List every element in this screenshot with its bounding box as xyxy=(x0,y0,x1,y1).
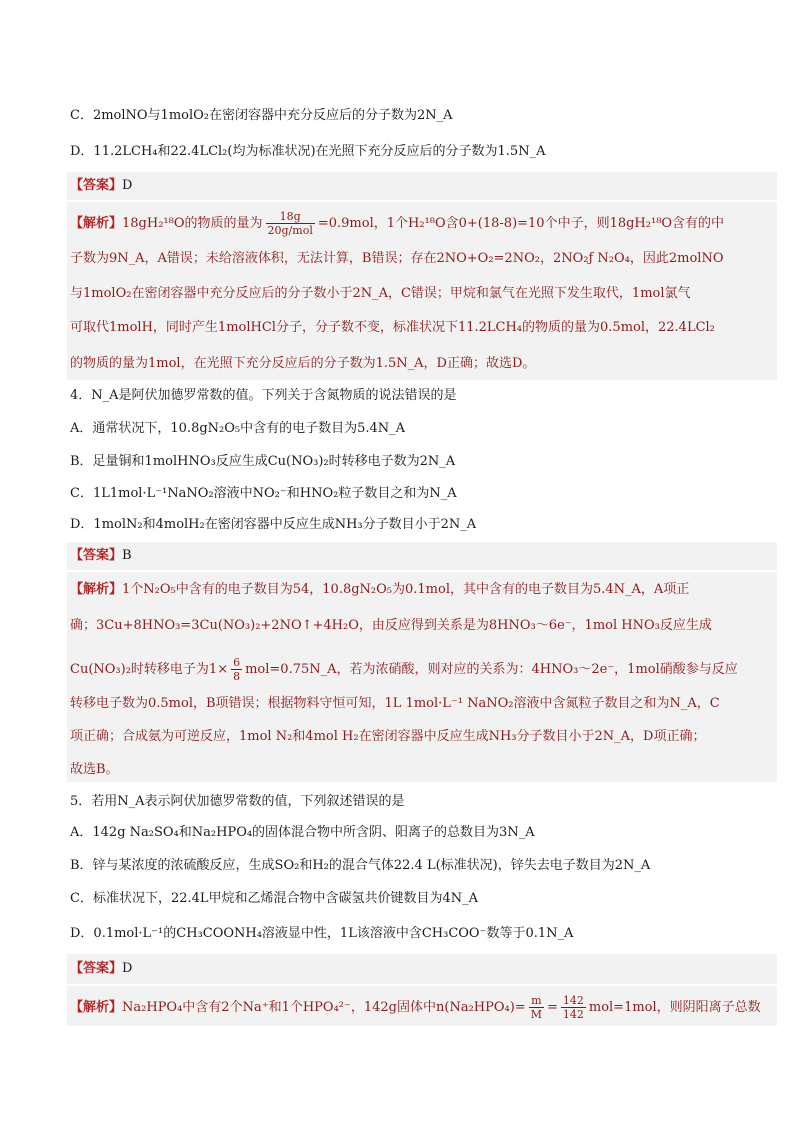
analysis-text: 1个N₂O₅中含有的电子数目为54，10.8gN₂O₅为0.1mol，其中含有的电子数目为5.4N_A，A项正 xyxy=(122,582,690,597)
answer-tag: 【答案】 xyxy=(70,178,123,193)
q4-analysis-line-6: 故选B。 xyxy=(70,762,119,777)
q4-analysis-line-3 xyxy=(70,656,738,683)
q5-option-d: D．0.1mol·L⁻¹的CH₃COONH₄溶液显中性，1L该溶液中含CH₃COO⁻数等于0.1N_A xyxy=(70,926,574,941)
q3-analysis-line-1 xyxy=(70,210,724,237)
q4-option-b: B．足量铜和1molHNO₃反应生成Cu(NO₃)₂时转移电子数为2N_A xyxy=(70,454,456,469)
answer-value: D xyxy=(122,178,133,193)
analysis-text: = xyxy=(546,1000,558,1015)
fraction-denominator: M xyxy=(530,1008,542,1021)
fraction-numerator: 18g xyxy=(266,210,315,224)
analysis-text: mol=1mol，则阴阳离子总数 xyxy=(588,1000,761,1015)
fraction xyxy=(231,656,242,683)
fraction xyxy=(561,994,586,1021)
q3-analysis-line-3: 与1molO₂在密闭容器中充分反应后的分子数小于2N_A，C错误；甲烷和氯气在光照下发生取代，1mol氯气 xyxy=(70,286,691,301)
q5-analysis-line-1 xyxy=(70,994,761,1021)
q4-answer-band xyxy=(67,542,777,570)
answer-value: D xyxy=(122,961,133,976)
fraction-denominator: 20g/mol xyxy=(267,224,313,237)
fraction-denominator: 142 xyxy=(562,1008,584,1021)
q5-option-a: A．142g Na₂SO₄和Na₂HPO₄的固体混合物中所含阴、阳离子的总数目为3N_A xyxy=(70,825,535,840)
fraction-numerator: 6 xyxy=(233,656,241,669)
fraction-numerator: m xyxy=(529,994,544,1008)
fraction-denominator: 8 xyxy=(233,670,241,683)
fraction xyxy=(266,210,315,237)
q3-option-c: C．2molNO与1molO₂在密闭容器中充分反应后的分子数为2N_A xyxy=(70,108,453,123)
analysis-tag: 【解析】 xyxy=(70,1000,123,1015)
q4-option-d: D．1molN₂和4molH₂在密闭容器中反应生成NH₃分子数目小于2N_A xyxy=(70,517,477,532)
q5-answer xyxy=(70,959,132,979)
q4-answer xyxy=(70,546,132,566)
analysis-tag: 【解析】 xyxy=(70,582,123,597)
q5-option-c: C．标准状况下，22.4L甲烷和乙烯混合物中含碳氢共价键数目为4N_A xyxy=(70,891,479,906)
fraction xyxy=(529,994,544,1021)
answer-value: B xyxy=(122,548,132,563)
analysis-text: =0.9mol，1个H₂¹⁸O含0+(18-8)=10个中子，则18gH₂¹⁸O含有的中 xyxy=(317,216,725,231)
q3-analysis-line-4: 可取代1molH，同时产生1molHCl分子，分子数不变，标准状况下11.2LCH₄的物质的量为0.5mol，22.4LCl₂ xyxy=(70,320,715,335)
analysis-text: Na₂HPO₄中含有2个Na⁺和1个HPO₄²⁻，142g固体中n(Na₂HPO₄)= xyxy=(122,1000,526,1015)
q5-stem: 5．若用N_A表示阿伏加德罗常数的值，下列叙述错误的是 xyxy=(70,794,405,809)
q4-stem: 4．N_A是阿伏加德罗常数的值。下列关于含氮物质的说法错误的是 xyxy=(70,388,457,403)
q4-analysis-line-2: 确；3Cu+8HNO₃=3Cu(NO₃)₂+2NO↑+4H₂O，由反应得到关系是为8HNO₃～6e⁻，1mol HNO₃反应生成 xyxy=(70,618,712,633)
q4-analysis-line-5: 项正确；合成氨为可逆反应，1mol N₂和4mol H₂在密闭容器中反应生成NH₃分子数目小于2N_A，D项正确； xyxy=(70,729,706,744)
analysis-text: Cu(NO₃)₂时转移电子为1× xyxy=(70,662,229,677)
q5-option-b: B．锌与某浓度的浓硫酸反应，生成SO₂和H₂的混合气体22.4 L(标准状况)，锌失去电子数目为2N_A xyxy=(70,858,651,873)
fraction-numerator: 142 xyxy=(562,994,584,1007)
q3-answer-band xyxy=(67,172,777,200)
q5-answer-band xyxy=(67,954,777,984)
q4-option-c: C．1L1mol·L⁻¹NaNO₂溶液中NO₂⁻和HNO₂粒子数目之和为N_A xyxy=(70,486,457,501)
q4-option-a: A．通常状况下，10.8gN₂O₅中含有的电子数目为5.4N_A xyxy=(70,421,406,436)
q4-analysis-line-1 xyxy=(70,580,689,600)
q3-analysis-line-5: 的物质的量为1mol，在光照下充分反应后的分子数为1.5N_A，D正确；故选D。 xyxy=(70,356,536,371)
answer-tag: 【答案】 xyxy=(70,961,123,976)
q3-answer xyxy=(70,176,132,196)
analysis-text: mol=0.75N_A，若为浓硝酸，则对应的关系为：4HNO₃～2e⁻，1mol硝酸参与反应 xyxy=(245,662,738,677)
q4-analysis-line-4: 转移电子数为0.5mol，B项错误；根据物料守恒可知，1L 1mol·L⁻¹ NaNO₂溶液中含氮粒子数目之和为N_A，C xyxy=(70,696,720,711)
answer-tag: 【答案】 xyxy=(70,548,123,563)
analysis-text: 18gH₂¹⁸O的物质的量为 xyxy=(122,216,263,231)
analysis-tag: 【解析】 xyxy=(70,216,123,231)
q3-analysis-line-2: 子数为9N_A，A错误；未给溶液体积，无法计算，B错误；存在2NO+O₂=2NO₂，2NO₂ƒ N₂O₄，因此2molNO xyxy=(70,251,724,266)
q3-option-d: D．11.2LCH₄和22.4LCl₂(均为标准状况)在光照下充分反应后的分子数为1.5N_A xyxy=(70,144,546,159)
